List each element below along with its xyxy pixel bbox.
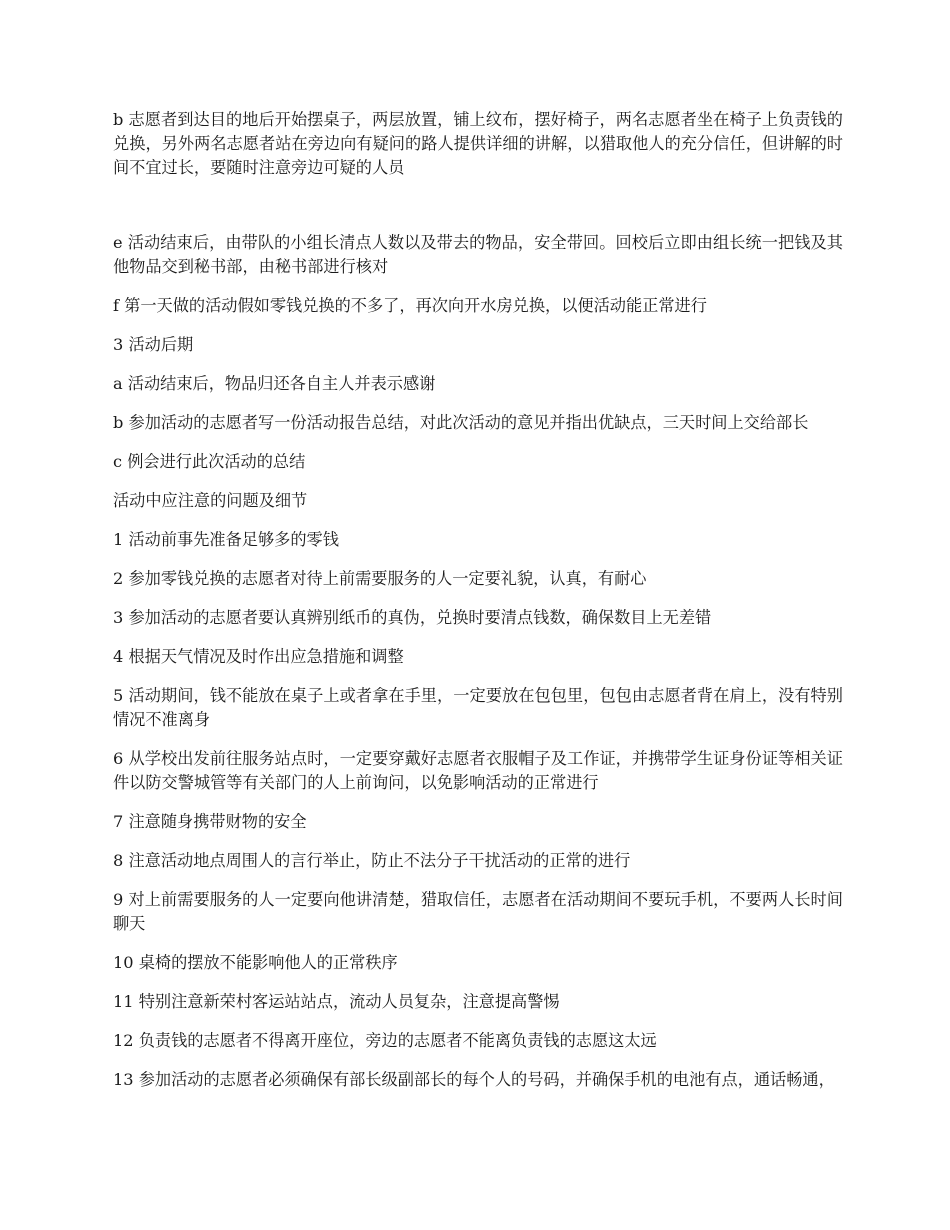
paragraph-b-setup: b 志愿者到达目的地后开始摆桌子，两层放置，铺上纹布，摆好椅子，两名志愿者坐在椅子上负责钱的兑换，另外两名志愿者站在旁边向有疑问的路人提供详细的讲解，以猎取他人的充分信任，但讲解的时间不宜过长，要随时注意旁边可疑的人员	[113, 110, 843, 177]
section-heading-post-activity: 3 活动后期	[113, 335, 194, 354]
note-item-7: 7 注意随身携带财物的安全	[113, 812, 307, 831]
note-item-4: 4 根据天气情况及时作出应急措施和调整	[113, 647, 404, 666]
note-item-9: 9 对上前需要服务的人一定要向他讲清楚，猎取信任，志愿者在活动期间不要玩手机，不要两人长时间聊天	[113, 890, 843, 933]
note-item-3: 3 参加活动的志愿者要认真辨别纸币的真伪，兑换时要清点钱数，确保数目上无差错	[113, 608, 712, 627]
note-item-12: 12 负责钱的志愿者不得离开座位，旁边的志愿者不能离负责钱的志愿这太远	[113, 1031, 657, 1050]
section-heading-notes: 活动中应注意的问题及细节	[113, 491, 308, 510]
document-page	[113, 108, 843, 1107]
paragraph-e-return: e 活动结束后，由带队的小组长清点人数以及带去的物品，安全带回。回校后立即由组长统一把钱及其他物品交到秘书部，由秘书部进行核对	[113, 233, 843, 276]
paragraph-c-summary: c 例会进行此次活动的总结	[113, 452, 306, 471]
note-item-2: 2 参加零钱兑换的志愿者对待上前需要服务的人一定要礼貌，认真，有耐心	[113, 569, 647, 588]
paragraph-b-report: b 参加活动的志愿者写一份活动报告总结，对此次活动的意见并指出优缺点，三天时间上交给部长	[113, 413, 809, 432]
paragraph-a-return-items: a 活动结束后，物品归还各自主人并表示感谢	[113, 374, 436, 393]
note-item-6: 6 从学校出发前往服务站点时，一定要穿戴好志愿者衣服帽子及工作证，并携带学生证身份证等相关证件以防交警城管等有关部门的人上前询问，以免影响活动的正常进行	[113, 749, 843, 792]
paragraph-f-exchange: f 第一天做的活动假如零钱兑换的不多了，再次向开水房兑换，以便活动能正常进行	[113, 296, 707, 315]
note-item-13: 13 参加活动的志愿者必须确保有部长级副部长的每个人的号码，并确保手机的电池有点，通话畅通，	[113, 1070, 835, 1089]
note-item-5: 5 活动期间，钱不能放在桌子上或者拿在手里，一定要放在包包里，包包由志愿者背在肩上，没有特别情况不准离身	[113, 686, 843, 729]
note-item-11: 11 特别注意新荣村客运站站点，流动人员复杂，注意提高警惕	[113, 992, 560, 1011]
note-item-10: 10 桌椅的摆放不能影响他人的正常秩序	[113, 953, 398, 972]
note-item-1: 1 活动前事先准备足够多的零钱	[113, 530, 339, 549]
note-item-8: 8 注意活动地点周围人的言行举止，防止不法分子干扰活动的正常的进行	[113, 851, 631, 870]
